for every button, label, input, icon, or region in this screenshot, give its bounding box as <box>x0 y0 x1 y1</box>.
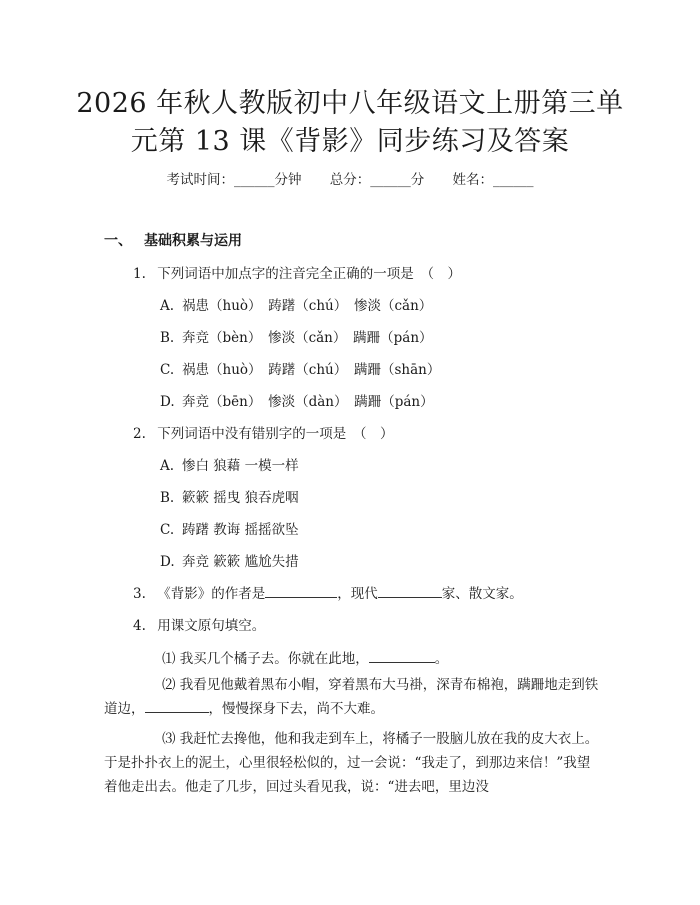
q1-option-d <box>160 390 434 410</box>
page-title-line-1: 2026 年秋人教版初中八年级语文上册第三单 <box>76 88 624 119</box>
option-letter: A. <box>160 458 175 474</box>
sentence-text: ⑴ 我买几个橘子去。你就在此地， <box>162 651 369 667</box>
fill-blank[interactable] <box>369 650 435 663</box>
question-4 <box>133 614 265 634</box>
sentence-text: 。 <box>434 651 449 667</box>
option-text: 簌簌 摇曳 狼吞虎咽 <box>182 490 299 506</box>
fill-blank[interactable] <box>145 700 209 713</box>
section-number: 一、 <box>104 233 132 249</box>
sentence-text: ，慢慢探身下去，尚不大难。 <box>208 701 384 717</box>
q4-sentence-1 <box>162 647 448 667</box>
option-text: 踌躇 教诲 摇摇欲坠 <box>182 522 299 538</box>
page-title-line-2: 元第 13 课《背影》同步练习及答案 <box>130 126 570 157</box>
question-number: 2. <box>133 426 146 442</box>
q2-option-d <box>160 550 299 570</box>
option-text: 奔竞（bēn） 惨淡（dàn） 蹒跚（pán） <box>182 394 434 410</box>
option-letter: C. <box>160 522 175 538</box>
question-text-part: 《背影》的作者是 <box>157 586 266 602</box>
question-number: 4. <box>133 618 146 634</box>
option-letter: D. <box>160 554 175 570</box>
section-title: 基础积累与运用 <box>144 233 242 249</box>
option-letter: D. <box>160 394 175 410</box>
option-text: 惨白 狼藉 一模一样 <box>182 458 299 474</box>
q4-sentence-2 <box>104 673 600 721</box>
question-text-part: 家、散文家。 <box>441 586 523 602</box>
sentence-text: ⑵ 我看见他戴着黑布小帽，穿着黑布大马褂，深青布棉袍，蹒跚地走到铁道边， <box>104 677 599 717</box>
section-heading <box>104 230 242 250</box>
question-3 <box>133 582 523 602</box>
fill-blank-profession[interactable] <box>378 585 442 598</box>
q2-option-c <box>160 518 299 538</box>
question-2 <box>133 422 394 442</box>
option-text: 奔竞 簌簌 尴尬失措 <box>182 554 299 570</box>
question-text: 下列词语中加点字的注音完全正确的一项是 （ ） <box>157 266 462 282</box>
question-number: 3. <box>133 586 146 602</box>
q1-option-c <box>160 358 440 378</box>
option-text: 祸患（huò） 踌躇（chú） 蹒跚（shān） <box>182 362 441 378</box>
q2-option-a <box>160 454 299 474</box>
option-letter: C. <box>160 362 175 378</box>
question-number: 1. <box>133 266 146 282</box>
q1-option-b <box>160 326 433 346</box>
question-text: 用课文原句填空。 <box>157 618 266 634</box>
question-text: 下列词语中没有错别字的一项是 （ ） <box>157 426 394 442</box>
option-letter: B. <box>160 490 175 506</box>
q4-sentence-3: ⑶ 我赶忙去搀他，他和我走到车上，将橘子一股脑儿放在我的皮大衣上。于是扑扑衣上的泥土，心里很轻松似的，过一会说：“我走了，到那边来信！”我望着他走出去。他走了几步，回过头看见我，说：“进去吧，里边没 <box>104 731 599 795</box>
total-score: 总分：______分 <box>329 172 425 188</box>
question-text-part: ，现代 <box>337 586 378 602</box>
option-text: 奔竞（bèn） 惨淡（cǎn） 蹒跚（pán） <box>182 330 433 346</box>
option-letter: A. <box>160 298 175 314</box>
fill-blank-author[interactable] <box>265 585 337 598</box>
question-1 <box>133 262 461 282</box>
option-letter: B. <box>160 330 175 346</box>
q2-option-b <box>160 486 299 506</box>
exam-info <box>0 168 700 188</box>
exam-time: 考试时间：______分钟 <box>166 172 302 188</box>
q1-option-a <box>160 294 432 314</box>
option-text: 祸患（huò） 踌躇（chú） 惨淡（cǎn） <box>182 298 433 314</box>
student-name: 姓名：______ <box>452 172 534 188</box>
